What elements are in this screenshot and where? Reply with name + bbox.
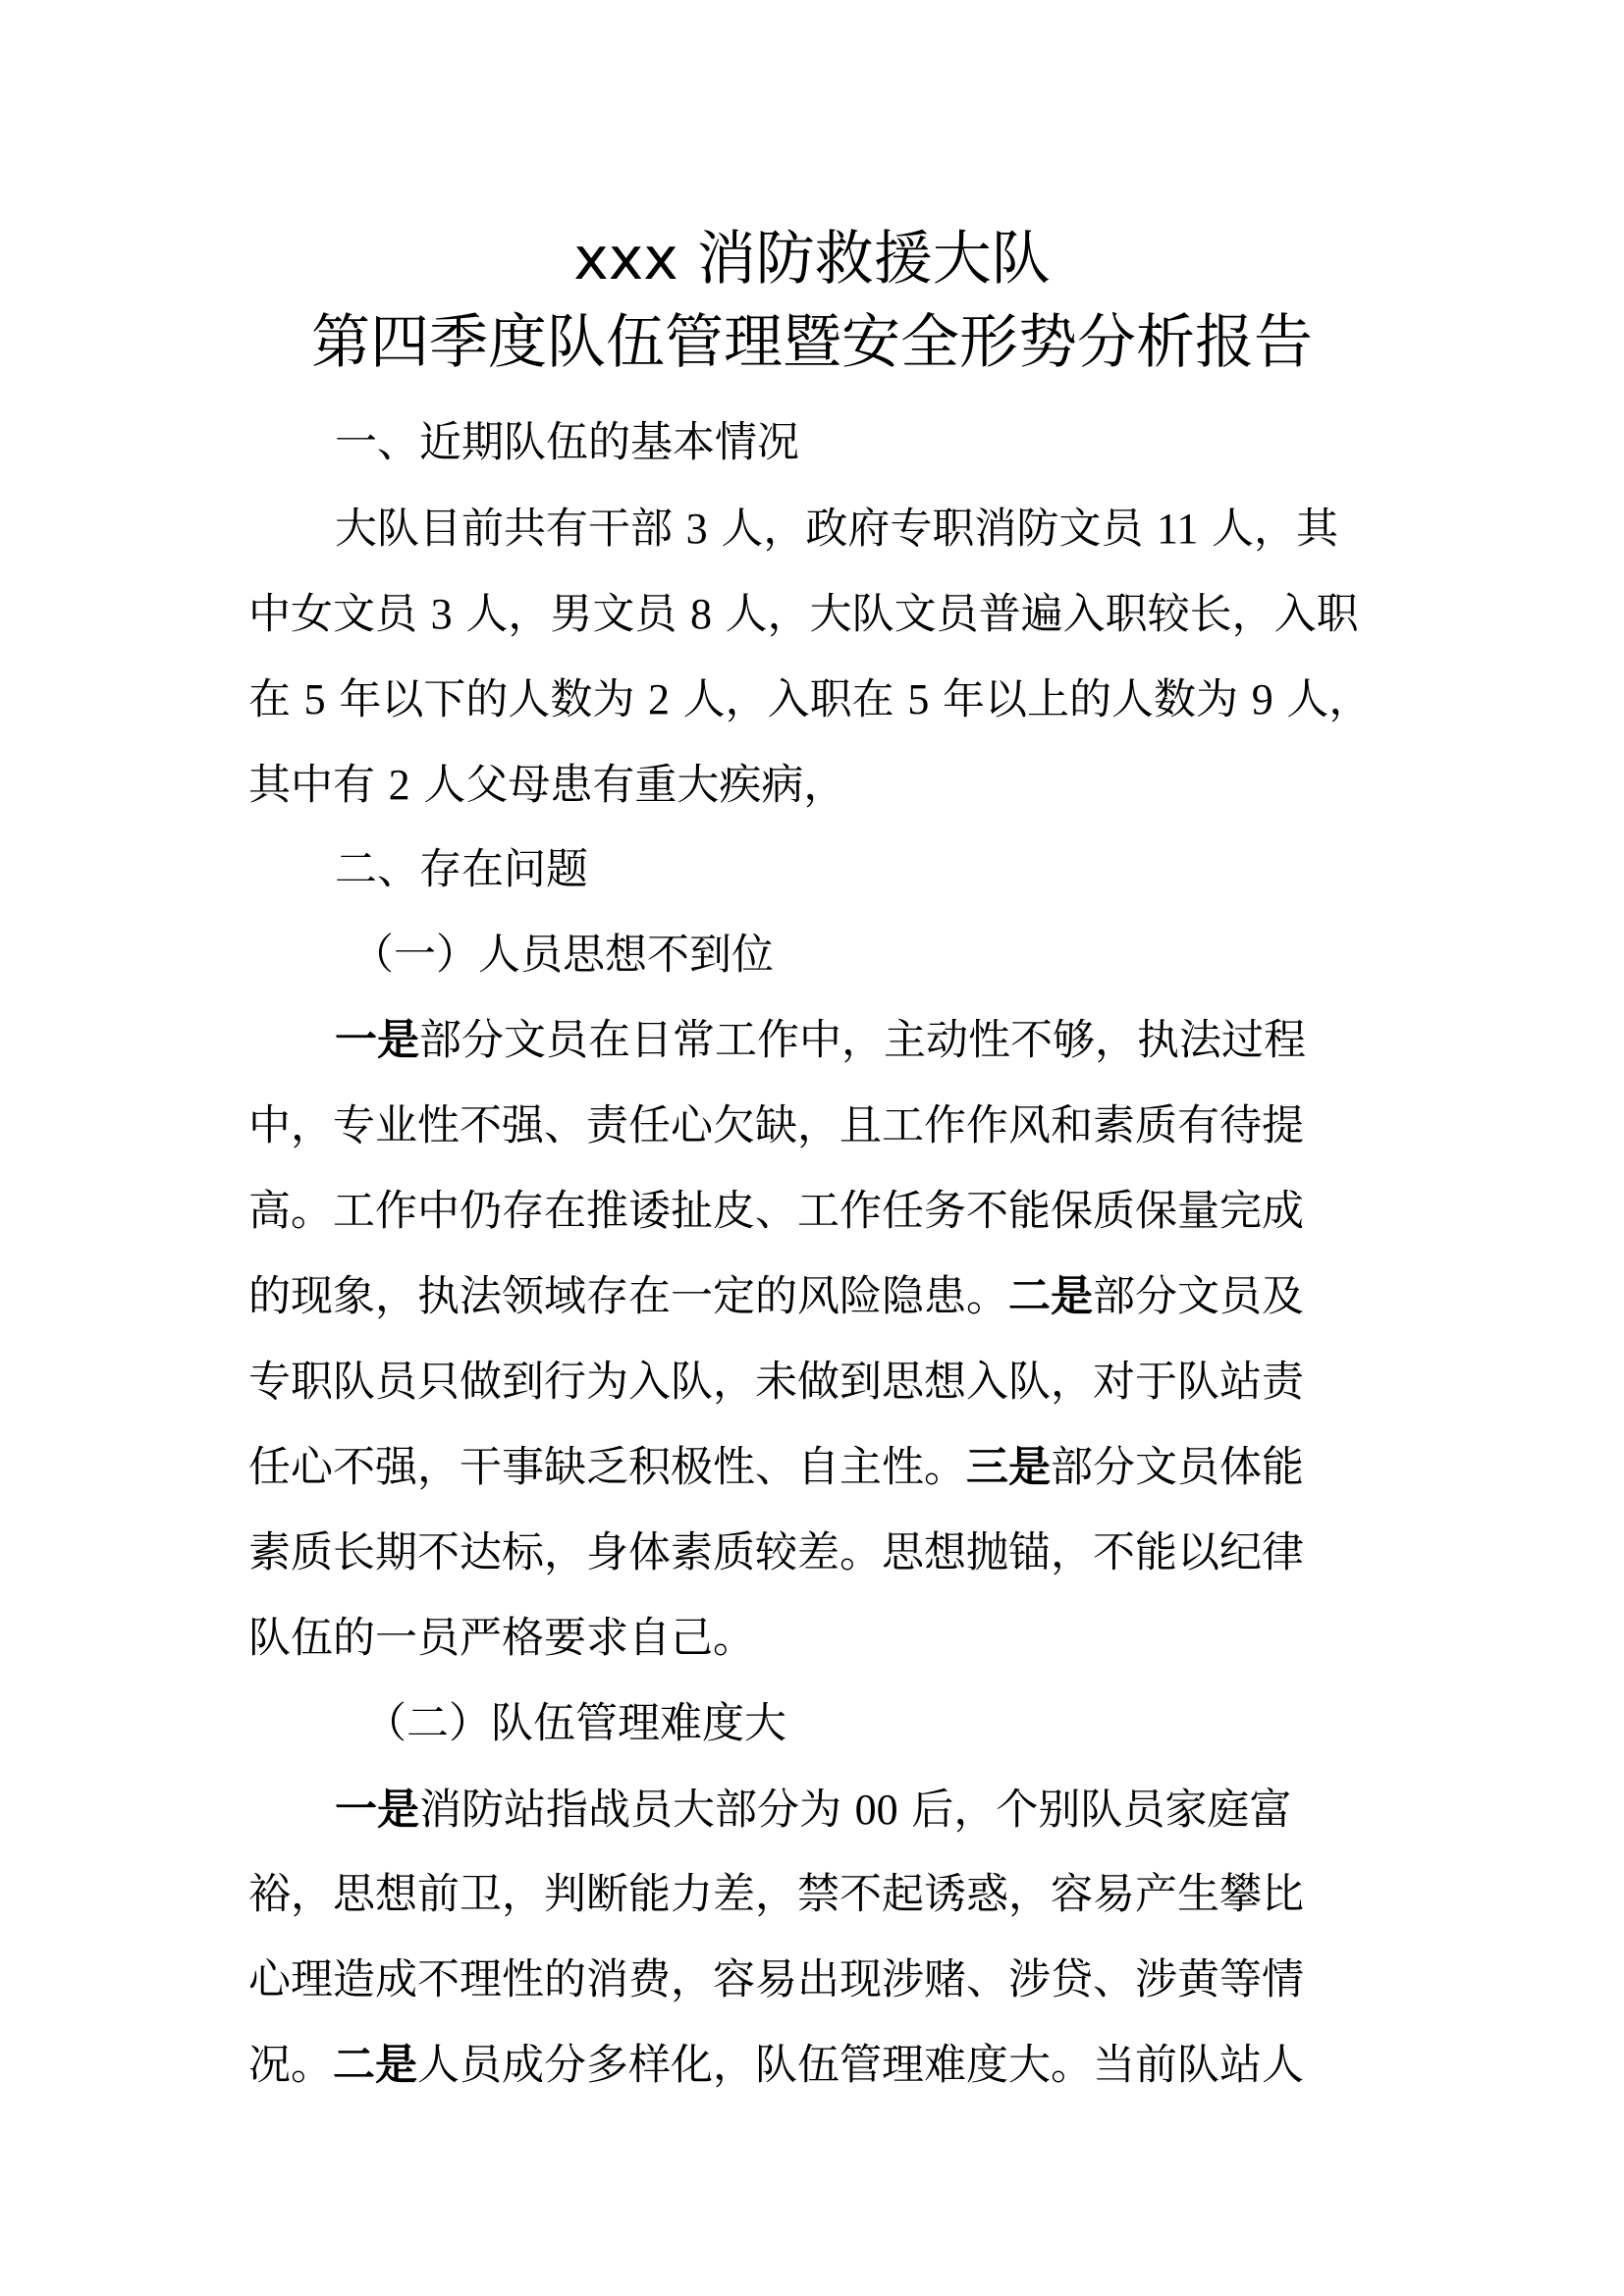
paragraph-line: 高。工作中仍存在推诿扯皮、工作任务不能保质保量完成	[248, 1187, 1304, 1236]
paragraph-line: 中女文员 3 人，男文员 8 人，大队文员普遍入职较长，入职	[248, 590, 1359, 639]
paragraph-line: 其中有 2 人父母患有重大疾病，	[248, 761, 846, 810]
subsection-heading-management: （二）队伍管理难度大	[364, 1699, 786, 1748]
document-title-line-1: xxx 消防救援大队	[573, 225, 1051, 294]
paragraph-line: 一是消防站指战员大部分为 00 后，个别队员家庭富	[335, 1786, 1292, 1835]
paragraph-line: 心理造成不理性的消费，容易出现涉赌、涉贷、涉黄等情	[248, 1955, 1304, 2004]
paragraph-line: 队伍的一员严格要求自己。	[248, 1614, 755, 1663]
paragraph-line: 在 5 年以下的人数为 2 人，入职在 5 年以上的人数为 9 人，	[248, 675, 1372, 724]
paragraph-line: 中，专业性不强、责任心欠缺，且工作作风和素质有待提	[248, 1101, 1304, 1150]
paragraph-line: 任心不强，干事缺乏积极性、自主性。三是部分文员体能	[248, 1443, 1304, 1492]
paragraph-line: 大队目前共有干部 3 人，政府专职消防文员 11 人，其	[335, 505, 1339, 554]
paragraph-line: 素质长期不达标，身体素质较差。思想抛锚，不能以纪律	[248, 1528, 1304, 1577]
subsection-heading-thinking: （一）人员思想不到位	[352, 931, 774, 980]
paragraph-line: 裕，思想前卫，判断能力差，禁不起诱惑，容易产生攀比	[248, 1870, 1304, 1919]
document-body	[248, 400, 1387, 2109]
paragraph-line: 况。二是人员成分多样化，队伍管理难度大。当前队站人	[248, 2041, 1304, 2090]
document-title-line-2: 第四季度队伍管理暨安全形势分析报告	[311, 308, 1313, 377]
paragraph-line: 一是部分文员在日常工作中，主动性不够，执法过程	[335, 1016, 1306, 1065]
section-heading-basic-situation: 一、近期队伍的基本情况	[335, 418, 799, 467]
section-heading-problems: 二、存在问题	[335, 845, 588, 894]
paragraph-line: 专职队员只做到行为入队，未做到思想入队，对于队站责	[248, 1358, 1304, 1407]
paragraph-line: 的现象，执法领域存在一定的风险隐患。二是部分文员及	[248, 1272, 1304, 1321]
